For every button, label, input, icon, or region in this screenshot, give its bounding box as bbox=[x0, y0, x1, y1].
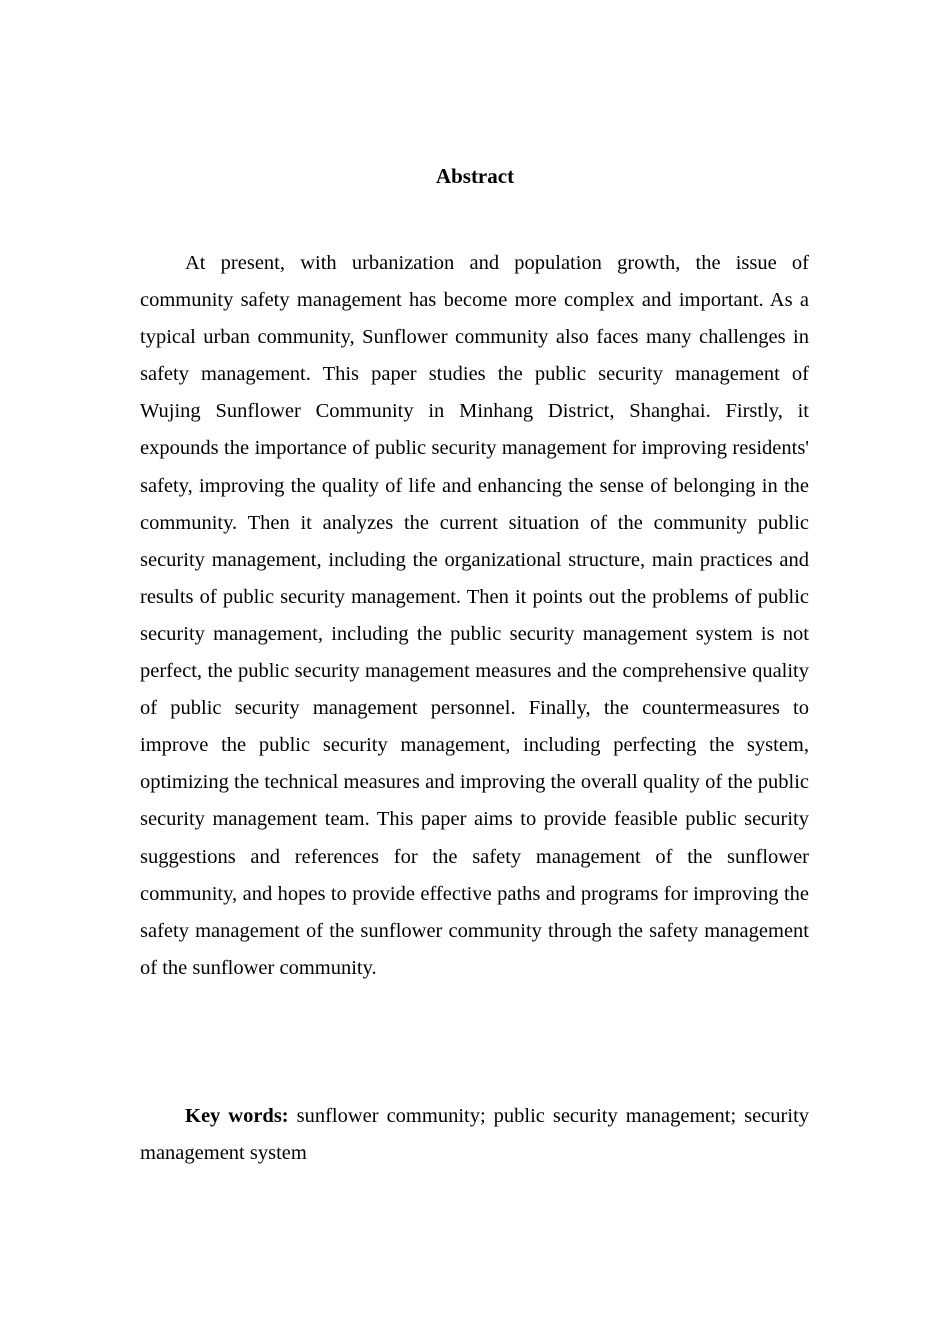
keywords-label: Key words: bbox=[185, 1105, 289, 1127]
keywords-paragraph bbox=[140, 1098, 809, 1172]
abstract-paragraph: At present, with urbanization and population growth, the issue of community safety management has become more complex and important. As a typical urban community, Sunflower community also faces many challenges in safety management. This paper studies the public security management of Wujing Sunflower Community in Minhang District, Shanghai. Firstly, it expounds the importance of public security management for improving residents' safety, improving the quality of life and enhancing the sense of belonging in the community. Then it analyzes the current situation of the community public security management, including the organizational structure, main practices and results of public security management. Then it points out the problems of public security management, including the public security management system is not perfect, the public security management measures and the comprehensive quality of public security management personnel. Finally, the countermeasures to improve the public security management, including perfecting the system, optimizing the technical measures and improving the overall quality of the public security management team. This paper aims to provide feasible public security suggestions and references for the safety management of the sunflower community, and hopes to provide effective paths and programs for improving the safety management of the sunflower community through the safety management of the sunflower community. bbox=[140, 252, 809, 979]
keywords-text: sunflower community; public security management; security management system bbox=[140, 1105, 810, 1165]
abstract-heading: Abstract bbox=[435, 164, 515, 188]
